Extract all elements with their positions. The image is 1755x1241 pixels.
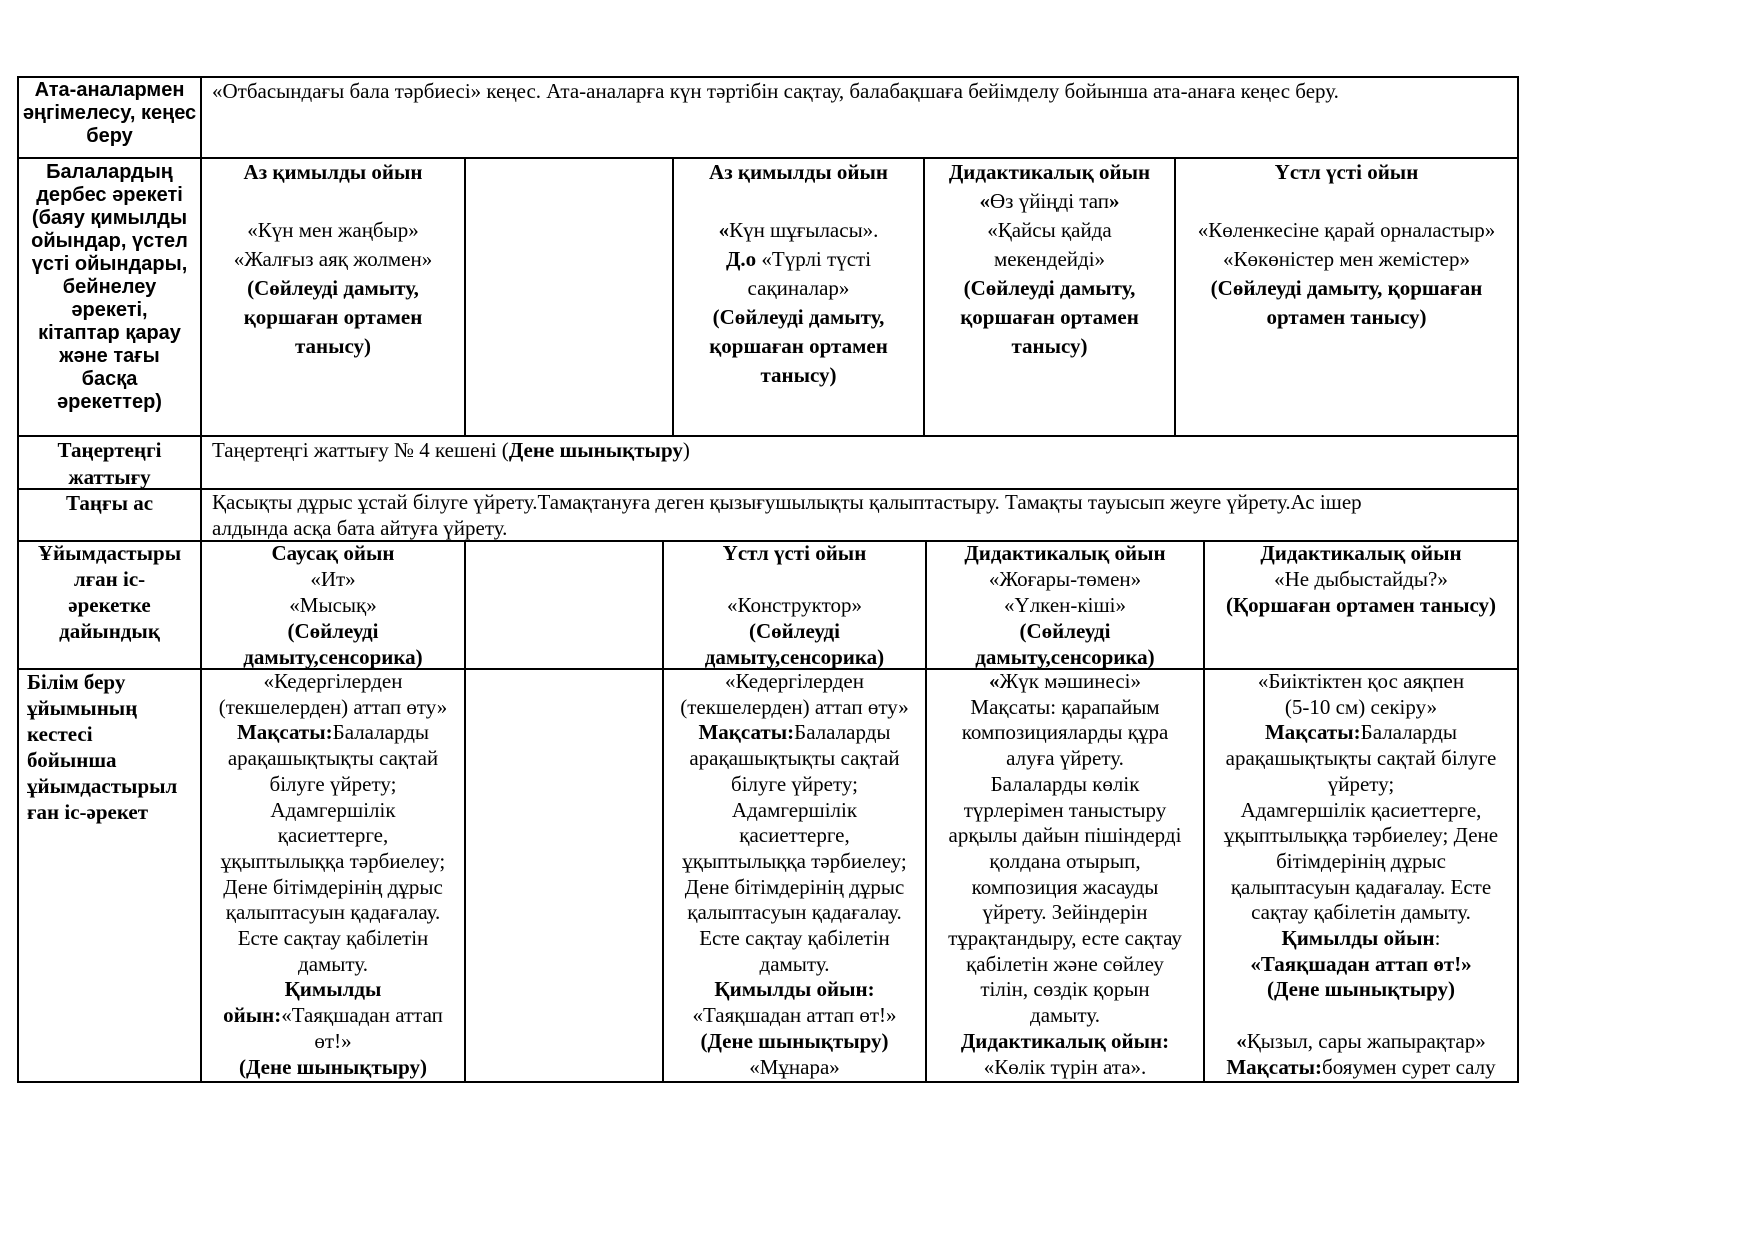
independent-friday: Үстл үсті ойын «Көленкесіне қарай орналастыр» «Көкөністер мен жемістер» (Сөйлеуді дамыту, қоршаған ортамен танысу)	[1197, 160, 1496, 329]
morning-exercise-text: Таңертеңгі жаттығу № 4 кешені (Дене шынықтыру)	[212, 438, 690, 462]
column-divider	[464, 540, 466, 1083]
column-divider	[464, 157, 466, 437]
table-border-bottom	[17, 1081, 1519, 1083]
independent-thursday: Дидактикалық ойын «Өз үйіңді тап» «Қайсы қайда мекендейді» (Сөйлеуді дамыту, қоршаған ортамен танысу)	[948, 160, 1151, 358]
edu-monday: «Кедергілерден (текшелерден) аттап өту» Мақсаты:Балаларды арақашықтықты сақтай білуге үйрету; Адамгершілік қасиеттерге, ұқыптылыққа тәрбиелеу; Дене бітімдерінің дұрыс қалыптасуын қадағалау. Есте сақтау қабілетін дамыту. Қимылды ойын:«Таяқшадан аттап өт!» (Дене шынықтыру)	[218, 669, 448, 1079]
edu-wednesday: «Кедергілерден (текшелерден) аттап өту» Мақсаты:Балаларды арақашықтықты сақтай білуге үйрету; Адамгершілік қасиеттерге, ұқыптылыққа тәрбиелеу; Дене бітімдерінің дұрыс қалыптасуын қадағалау. Есте сақтау қабілетін дамыту. Қимылды ойын: «Таяқшадан аттап өт!» (Дене шынықтыру) «Мұнара»	[680, 669, 909, 1079]
breakfast-text: Қасықты дұрыс ұстай білуге үйрету.Тамақтануға деген қызығушылықты қалыптастыру. Тамақты тауысып жеуге үйрету.Ас ішер алдында асқа бата айтуға үйрету.	[212, 490, 1362, 540]
prep-thursday: Дидактикалық ойын «Жоғары-төмен» «Үлкен-кіші» (Сөйлеуді дамыту,сенсорика)	[964, 541, 1166, 669]
prep-friday: Дидактикалық ойын «Не дыбыстайды?» (Қоршаған ортамен танысу)	[1225, 541, 1497, 617]
row-label-morning-exercise: Таңертеңгі жаттығу	[57, 438, 162, 489]
independent-monday: Аз қимылды ойын «Күн мен жаңбыр» «Жалғыз аяқ жолмен» (Сөйлеуді дамыту, қоршаған ортамен танысу)	[233, 160, 433, 358]
edu-thursday: «Жүк мәшинесі» Мақсаты: қарапайым композицияларды құра алуға үйрету. Балаларды көлік түрлерімен таныстыру арқылы дайын пішіндерді қолдана отырып, композиция жасауды үйрету. Зейіндерін тұрақтандыру, есте сақтау қабілетін және сөйлеу тілін, сөздік қорын дамыту. Дидактикалық ойын: «Көлік түрін ата».	[948, 669, 1182, 1079]
row-label-activity-preparation: Ұйымдастыры лған іс- әрекетке дайындық	[37, 541, 182, 643]
prep-monday: Саусақ ойын «Ит» «Мысық» (Сөйлеуді дамыту,сенсорика)	[243, 541, 423, 669]
table-border-right	[1517, 76, 1519, 1083]
parent-consultation-text: «Отбасындағы бала тәрбиесі» кеңес. Ата-аналарға күн тәртібін сақтау, балабақшаға бейімделу бойынша ата-анаға кеңес беру.	[212, 79, 1339, 103]
prep-wednesday: Үстл үсті ойын «Конструктор» (Сөйлеуді дамыту,сенсорика)	[704, 541, 885, 669]
independent-wednesday: Аз қимылды ойын «Күн шұғыласы». Д.о «Түрлі түсті сақиналар» (Сөйлеуді дамыту, қоршаған ортамен танысу)	[709, 160, 888, 387]
row-label-independent-activity: Балалардың дербес әрекеті (баяу қимылды ойындар, үстел үсті ойындары, бейнелеу әрекеті, кітаптар қарау және тағы басқа әрекеттер)	[31, 161, 188, 413]
row-label-organized-activity: Білім беру ұйымының кестесі бойынша ұйымдастырыл ған іс-әрекет	[27, 670, 178, 824]
edu-friday: «Биіктіктен қос аяқпен (5-10 см) секіру» Мақсаты:Балаларды арақашықтықты сақтай білуге үйрету; Адамгершілік қасиеттерге, ұқыптылыққа тәрбиелеу; Дене бітімдерінің дұрыс қалыптасуын қадағалау. Есте сақтау қабілетін дамыту. Қимылды ойын: «Таяқшадан аттап өт!» (Дене шынықтыру) «Қызыл, сары жапырақтар» Мақсаты:бояумен сурет салу	[1223, 669, 1499, 1079]
row-label-parent-consultation: Ата-аналармен әңгімелесу, кеңес беру	[22, 79, 197, 147]
row-label-breakfast: Таңғы ас	[65, 491, 154, 515]
